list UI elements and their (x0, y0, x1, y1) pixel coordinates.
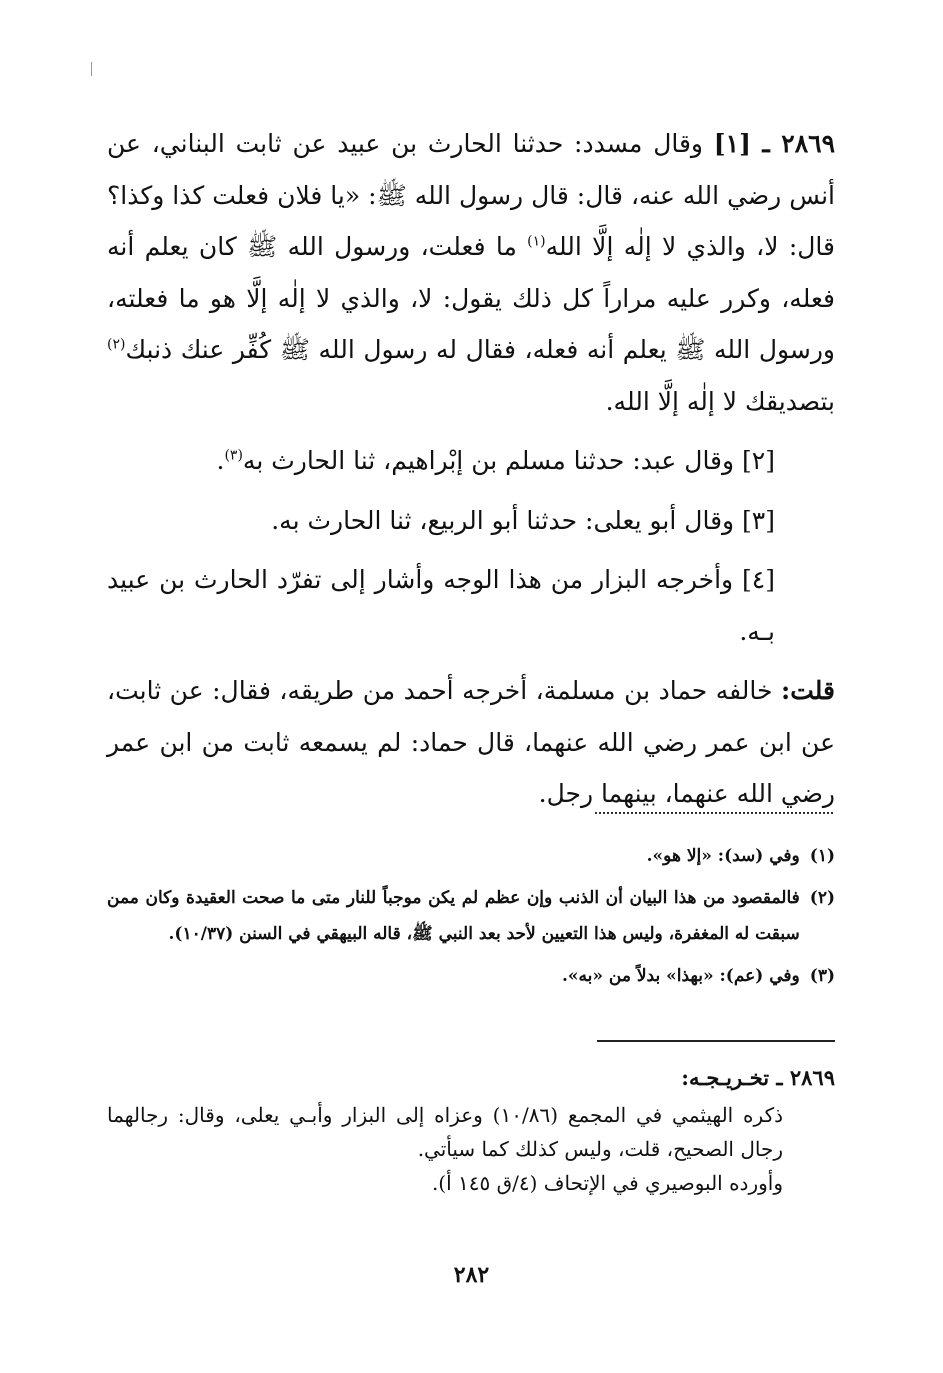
footnote-separator (595, 812, 833, 814)
page-number: ٢٨٢ (453, 1262, 490, 1288)
hadith-paragraph-3: [٣] وقال أبو يعلى: حدثنا أبو الربيع، ثنا الحارث به. (271, 505, 775, 535)
hadith-2-text: [٢] وقال عبد: حدثنا مسلم بن إبْراهيم، ثنا الحارث به (242, 446, 775, 475)
hadith-text-b: ما فعلت، ورسول الله ﷺ كان يعلم أنه فعله، وكرر عليه مراراً كل ذلك يقول: لا، والذي لا إلٰه إلَّا هو ما فعلته، ورسول الله ﷺ يعلم أنه فعله، فقال له رسول الله ﷺ كُفِّر عنك ذنبك (107, 232, 835, 364)
footnote-1-text: وفي (سد): «إلا هو». (646, 846, 800, 866)
takhrij-section (107, 1058, 835, 1200)
footnote-1 (107, 838, 835, 874)
footnote-1-number: (١) (809, 846, 835, 866)
hadith-4-text: [٤] وأخرجه البزار من هذا الوجه وأشار إلى تفرّد الحارث بن عبيد بـه. (107, 565, 775, 646)
footnote-3 (107, 958, 835, 994)
commentary-lead: قلت: (780, 676, 835, 705)
hadith-paragraph-1 (107, 118, 835, 427)
footnote-ref-3[interactable]: (٣) (224, 447, 243, 464)
footnote-2 (107, 880, 835, 952)
hadith-paragraph-4 (107, 554, 835, 657)
commentary-paragraph (107, 665, 835, 820)
takhrij-separator (597, 1040, 835, 1042)
takhrij-title: ٢٨٦٩ ـ تخـريـجـه: (681, 1065, 835, 1090)
hadith-text-c: بتصديقك لا إلٰه إلَّا الله. (605, 386, 835, 416)
margin-tick (91, 62, 92, 76)
commentary-text: خالفه حماد بن مسلمة، أخرجه أحمد من طريقه، فقال: عن ثابت، عن ابن عمر رضي الله عنهما، قال حماد: لم يسمعه ثابت من ابن عمر رضي الله عنهما، بينهما رجل. (107, 676, 835, 808)
takhrij-paragraph-2: وأورده البوصيري في الإتحاف (٤/ق ١٤٥ أ). (431, 1171, 783, 1195)
hadith-text-a: وقال مسدد: حدثنا الحارث بن عبيد عن ثابت البناني، عن أنس رضي الله عنه، قال: قال رسول الله ﷺ: «يا فلان فعلت كذا وكذا؟ قال: لا، والذي لا إلٰه إلَّا الله (107, 129, 835, 261)
takhrij-paragraph-1: ذكره الهيثمي في المجمع (١٠/٨٦) وعزاه إلى البزار وأبـي يعلى، وقال: رجالهما رجال الصحيح، قلت، وليس كذلك كما سيأتي. (107, 1103, 784, 1161)
footnote-ref-2[interactable]: (٢) (107, 336, 126, 353)
hadith-2-end: . (216, 446, 225, 475)
footnote-3-text: وفي (عم): «بهذا» بدلاً من «به». (561, 966, 800, 986)
footnotes (107, 838, 835, 1000)
hadith-paragraph-2 (107, 435, 835, 487)
footnote-2-text: فالمقصود من هذا البيان أن الذنب وإن عظم لم يكن موجباً للنار متى ما صحت العقيدة وكان ممن سبقت له المغفرة، وليس هذا التعيين لأحد بعد النبي ﷺ، قاله البيهقي في السنن (١٠/٣٧). (107, 888, 800, 944)
footnote-3-number: (٣) (809, 966, 835, 986)
footnote-2-number: (٢) (809, 888, 835, 908)
hadith-number: ٢٨٦٩ ـ [١] (713, 129, 835, 158)
footnote-ref-1[interactable]: (١) (527, 233, 546, 250)
main-text (107, 118, 835, 820)
